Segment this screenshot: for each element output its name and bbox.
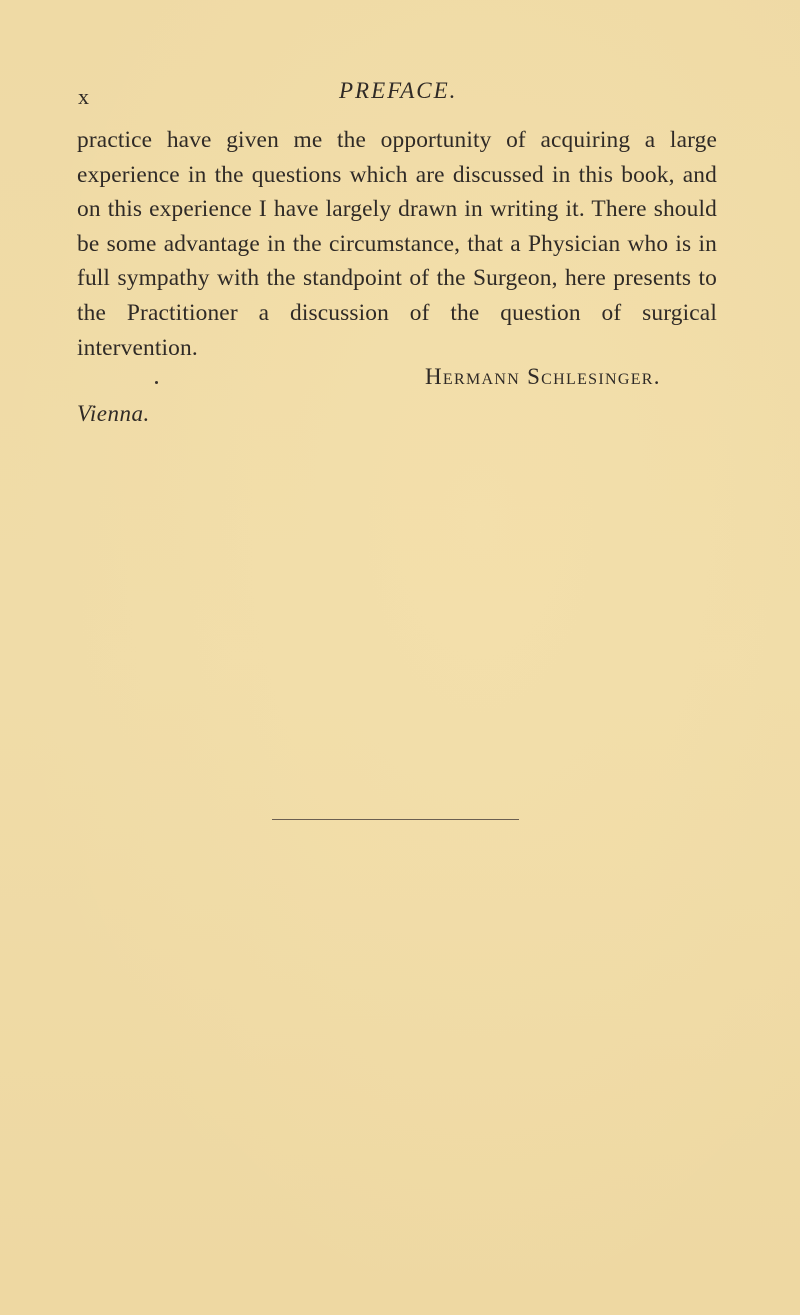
running-head xyxy=(0,78,800,108)
section-end-rule xyxy=(272,819,519,820)
place-line: Vienna. xyxy=(77,401,150,426)
preface-paragraph: practice have given me the opportunity of acquiring a large experience in the questions which are discussed in this book, and on this experience I have largely drawn in writing it. There should be some advantage in the circumstance, that a Physician who is in full sympathy with the standpoint of the Surgeon, here presents to the Practitioner a discussion of the question of surgical intervention. xyxy=(77,127,717,361)
print-speck xyxy=(155,381,158,384)
running-title: PREFACE. xyxy=(339,78,458,103)
page-number: x xyxy=(78,84,89,109)
author-signature: Hermann Schlesinger. xyxy=(425,364,661,389)
